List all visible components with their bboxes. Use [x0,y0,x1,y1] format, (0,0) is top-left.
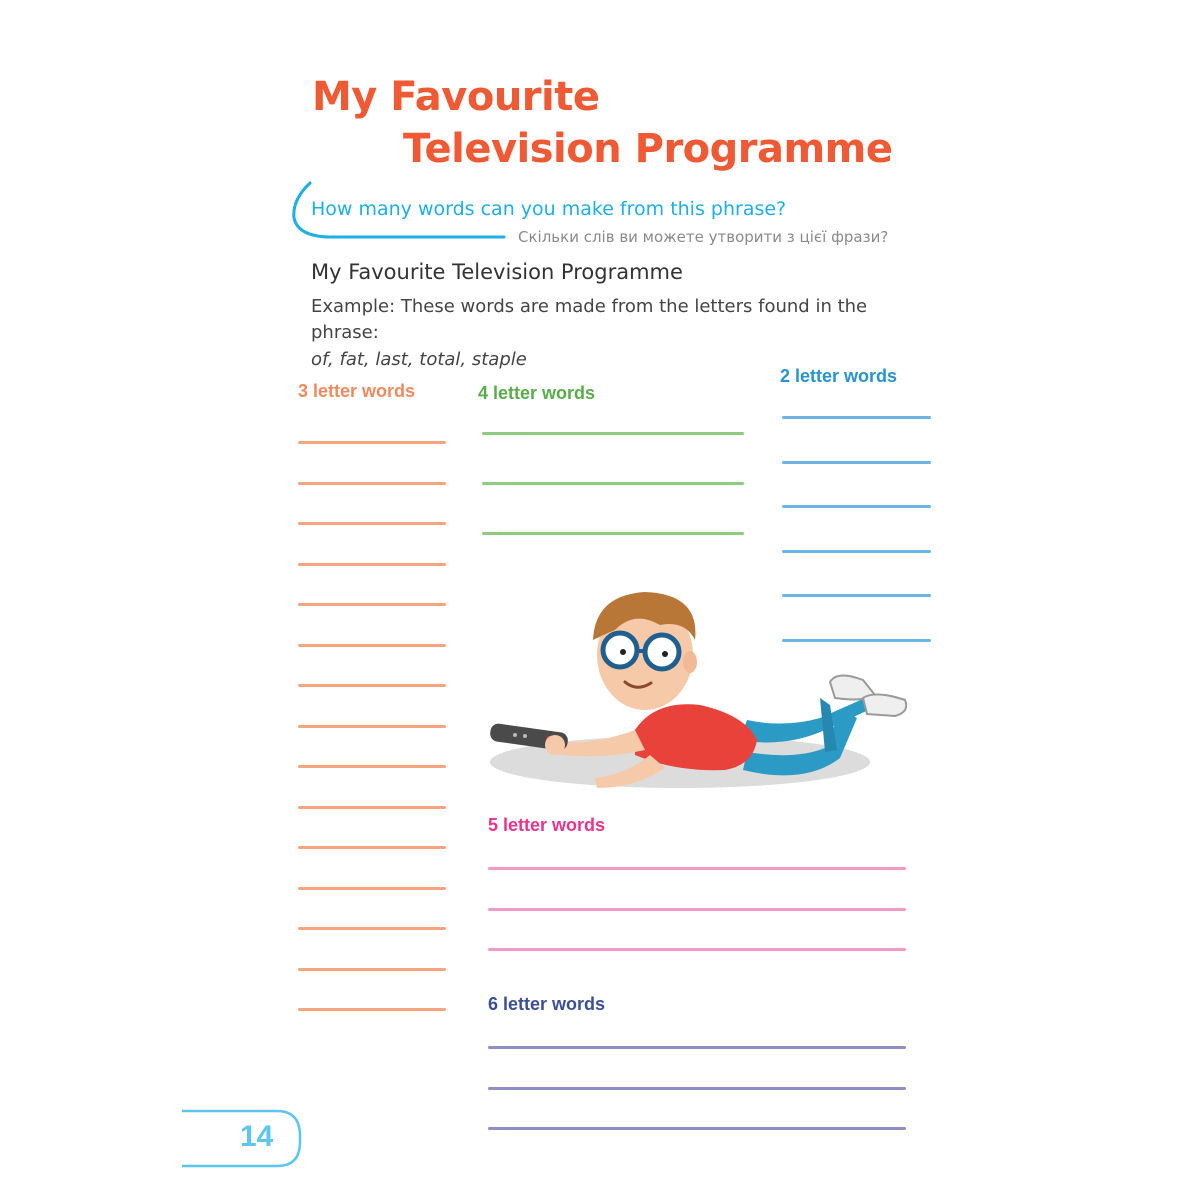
label-3-letter-words: 3 letter words [298,381,416,401]
writing-line-five[interactable] [488,908,906,911]
writing-line-three[interactable] [298,887,446,890]
writing-line-six[interactable] [488,1127,906,1130]
writing-line-three[interactable] [298,603,446,606]
writing-line-three[interactable] [298,765,446,768]
label-5-letter-words: 5 letter words [488,815,606,835]
writing-line-two[interactable] [782,416,931,419]
writing-line-two[interactable] [782,550,931,553]
writing-line-three[interactable] [298,482,446,485]
writing-line-three[interactable] [298,644,446,647]
label-6-letter-words: 6 letter words [488,994,606,1014]
title-line-2: Television Programme [403,126,893,172]
writing-line-five[interactable] [488,948,906,951]
writing-line-four[interactable] [482,532,744,535]
writing-line-three[interactable] [298,1008,446,1011]
title-line-1: My Favourite [312,74,600,120]
writing-line-six[interactable] [488,1087,906,1090]
writing-line-three[interactable] [298,846,446,849]
phrase-heading: My Favourite Television Programme [311,260,683,284]
page-number: 14 [240,1120,274,1153]
example-words: of, fat, last, total, staple [311,349,527,370]
writing-line-three[interactable] [298,725,446,728]
question-text: How many words can you make from this phrase? [311,198,787,220]
question-translation: Скільки слів ви можете утворити з цієї фрази? [518,228,889,246]
boy-lying-with-remote-illustration [485,580,915,805]
label-4-letter-words: 4 letter words [478,383,596,403]
example-text: Example: These words are made from the letters found in the phrase: [311,296,868,343]
writing-line-three[interactable] [298,441,446,444]
writing-line-three[interactable] [298,563,446,566]
writing-line-two[interactable] [782,461,931,464]
writing-line-four[interactable] [482,482,744,485]
writing-line-two[interactable] [782,505,931,508]
writing-line-six[interactable] [488,1046,906,1049]
writing-line-three[interactable] [298,684,446,687]
writing-line-three[interactable] [298,522,446,525]
label-2-letter-words: 2 letter words [780,366,898,386]
writing-line-five[interactable] [488,867,906,870]
writing-line-three[interactable] [298,806,446,809]
writing-line-four[interactable] [482,432,744,435]
writing-line-three[interactable] [298,968,446,971]
writing-line-three[interactable] [298,927,446,930]
